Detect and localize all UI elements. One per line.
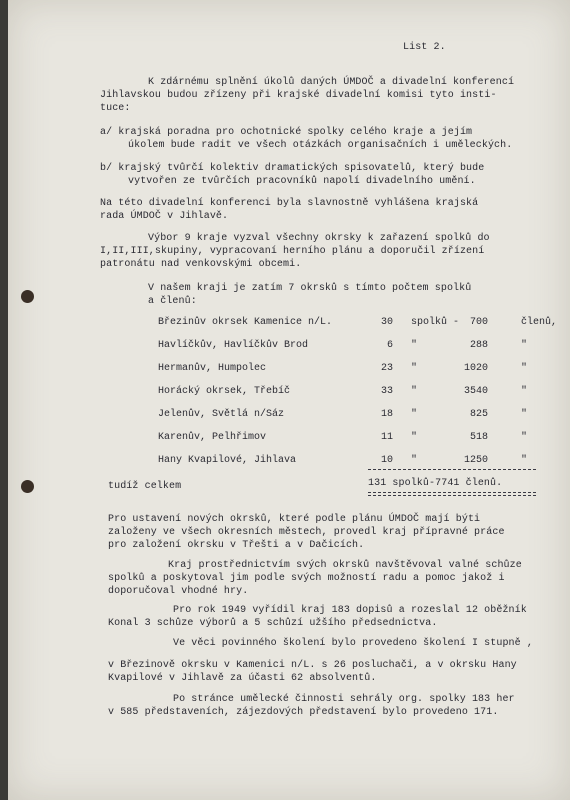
district-name: Horácký okrsek, Třebíč [158, 386, 291, 397]
paragraph-line: Výbor 9 kraje vyzval všechny okrsky k zařazení spolků do [148, 233, 490, 244]
club-count: 11 [380, 432, 393, 443]
table-row [158, 317, 558, 329]
paragraph-line: patronátu nad venkovskými obcemi. [100, 259, 302, 270]
sum-rule [368, 469, 536, 470]
table-row [158, 386, 548, 398]
member-label: členů, [521, 317, 558, 328]
member-count: 825 [469, 409, 488, 420]
sum-rule [368, 495, 536, 496]
member-count: 518 [469, 432, 488, 443]
member-label: " [521, 340, 528, 351]
paragraph-line: Ve věci povinného školení bylo provedeno školení I stupně , [173, 638, 533, 649]
paragraph-line: v Březinově okrsku v Kamenici n/L. s 26 posluchači, a v okrsku Hany [108, 660, 517, 671]
district-name: Karenův, Pelhřimov [158, 432, 267, 443]
paragraph-line: V našem kraji je zatím 7 okrsků s tímto počtem spolků [148, 283, 472, 294]
paragraph-line: Pro ustavení nových okrsků, které podle plánu ÚMDOČ mají býti [108, 514, 481, 525]
sum-rule [368, 492, 536, 493]
paragraph-line: tuce: [100, 103, 131, 114]
district-name: Havlíčkův, Havlíčkův Brod [158, 340, 309, 351]
table-row [158, 432, 548, 444]
paragraph-line: Po stránce umělecké činnosti sehrály org. spolky 183 her [173, 694, 515, 705]
paragraph-line: I,II,III,skupiny, vypracovaní herního plánu a doporučil zřízení [100, 246, 485, 257]
club-label: " [411, 363, 418, 374]
paragraph-line: K zdárnému splnění úkolů daných ÚMDOČ a divadelní konferencí [148, 77, 515, 88]
club-label: spolků - [411, 317, 460, 328]
district-name: Březinův okrsek Kamenice n/L. [158, 317, 333, 328]
paragraph-line: Kvapilové v Jihlavě za účasti 62 absolventů. [108, 673, 377, 684]
paragraph-line: rada ÚMDOČ v Jihlavě. [100, 211, 229, 222]
page-number: List 2. [403, 42, 446, 53]
table-row [158, 409, 548, 421]
club-label: " [411, 432, 418, 443]
club-count: 10 [380, 455, 393, 466]
list-item-a: úkolem bude radit ve všech otázkách organisačních i uměleckých. [128, 140, 513, 151]
paragraph-line: spolků a poskytoval jim podle svých možností radu a pomoc jakož i [108, 573, 505, 584]
list-item-b: vytvořen ze tvůrčích pracovníků napolí divadelního umění. [128, 176, 476, 187]
table-row [158, 363, 548, 375]
district-name: Hermanův, Humpolec [158, 363, 267, 374]
club-count: 30 [380, 317, 393, 328]
member-label: " [521, 432, 528, 443]
paragraph-line: v 585 představeních, zájezdových představení bylo provedeno 171. [108, 707, 499, 718]
member-label: " [521, 455, 528, 466]
paragraph-line: Kraj prostřednictvím svých okrsků navštěvoval valné schůze [168, 560, 522, 571]
paragraph-line: založeny ve všech okresních městech, provedl kraj přípravné práce [108, 527, 505, 538]
member-count: 288 [469, 340, 488, 351]
member-label: " [521, 363, 528, 374]
district-name: Hany Kvapilové, Jihlava [158, 455, 297, 466]
club-count: 23 [380, 363, 393, 374]
member-count: 1020 [463, 363, 488, 374]
club-label: " [411, 455, 418, 466]
total-value: 131 spolků-7741 členů. [368, 478, 503, 489]
paragraph-line: a členů: [148, 296, 197, 307]
paragraph-line: doporučoval vhodné hry. [108, 586, 249, 597]
paragraph-line: Na této divadelní konferenci byla slavnostně vyhlášena krajská [100, 198, 479, 209]
paragraph-line: Konal 3 schůze výborů a 5 schůzí užšího předsednictva. [108, 618, 438, 629]
member-label: " [521, 386, 528, 397]
table-row [158, 455, 548, 467]
paragraph-line: Pro rok 1949 vyřídil kraj 183 dopisů a rozeslal 12 oběžník [173, 605, 527, 616]
club-label: " [411, 409, 418, 420]
club-label: " [411, 340, 418, 351]
club-count: 18 [380, 409, 393, 420]
table-row [158, 340, 548, 352]
paragraph-line: Jihlavskou budou zřízeny při krajské divadelní komisi tyto insti- [100, 90, 497, 101]
list-item-b: b/ krajský tvůrčí kolektiv dramatických spisovatelů, který bude [100, 163, 485, 174]
club-count: 33 [380, 386, 393, 397]
member-label: " [521, 409, 528, 420]
document-page [8, 0, 570, 800]
total-label: tudíž celkem [108, 481, 182, 492]
member-count: 1250 [463, 455, 488, 466]
club-label: " [411, 386, 418, 397]
list-item-a: a/ krajská poradna pro ochotnické spolky celého kraje a jejím [100, 127, 473, 138]
district-name: Jelenův, Světlá n/Sáz [158, 409, 285, 420]
club-count: 6 [386, 340, 393, 351]
punch-hole [21, 290, 34, 303]
member-count: 700 [469, 317, 488, 328]
paragraph-line: pro založení okrsku v Třešti a v Dačicích. [108, 540, 365, 551]
punch-hole [21, 480, 34, 493]
member-count: 3540 [463, 386, 488, 397]
